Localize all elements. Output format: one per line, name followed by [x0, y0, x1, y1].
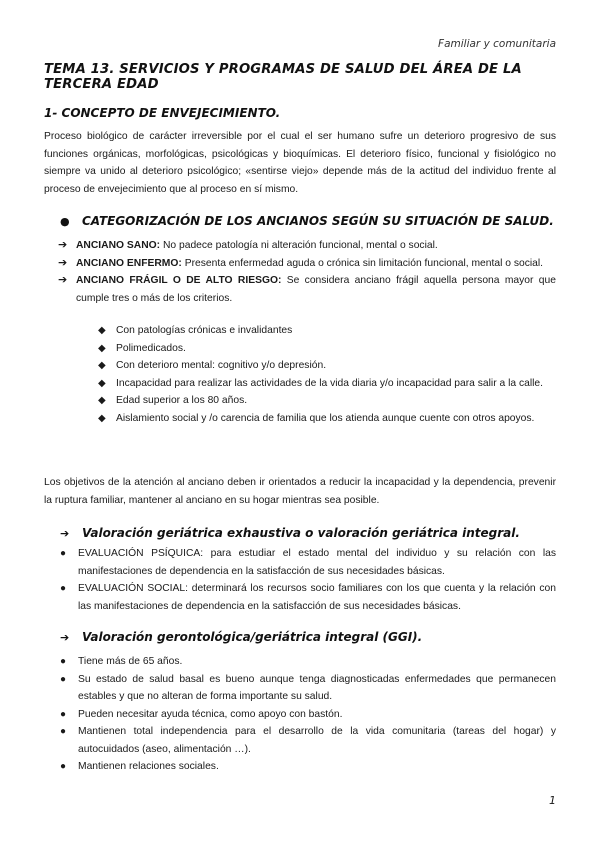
- diamond-icon: ◆: [98, 342, 106, 354]
- criteria-item: ◆ Incapacidad para realizar las actividades de la vida diaria y/o incapacidad para salir a la calle.: [96, 375, 556, 393]
- ggi-list: [56, 653, 556, 776]
- arrow-icon: ➔: [58, 239, 68, 251]
- arrow-icon: ➔: [58, 256, 68, 269]
- criteria-item: ◆ Polimedicados.: [96, 340, 556, 358]
- criteria-item: ◆ Con deterioro mental: cognitivo y/o depresión.: [96, 357, 556, 375]
- geriatric-assessment-heading-text: Valoración geriátrica exhaustiva o valoración geriátrica integral.: [82, 526, 520, 540]
- bullet-icon: ●: [60, 583, 67, 594]
- category-item-frail: [56, 272, 556, 307]
- criteria-item: ◆ Edad superior a los 80 años.: [96, 392, 556, 410]
- ggi-item: ● Su estado de salud basal es bueno aunque tenga diagnosticadas enfermedades que permanecen estables y que no alteran de forma importante su salud.: [56, 671, 556, 706]
- assessment-item-psychic: ● EVALUACIÓN PSÍQUICA: para estudiar el estado mental del individuo y su relación con las manifestaciones de dependencia en la satisfacción de sus necesidades básicas.: [56, 545, 556, 580]
- categorization-heading-text: CATEGORIZACIÓN DE LOS ANCIANOS SEGÚN SU SITUACIÓN DE SALUD.: [82, 214, 554, 228]
- criteria-item: ◆ Con patologías crónicas e invalidantes: [96, 322, 556, 340]
- concept-paragraph: Proceso biológico de carácter irreversible por el cual el ser humano sufre un deterioro progresivo de sus funciones orgánicas, morfológicas, psicológicas y bioquímicas. El deterioro físico, funcional y fisiológico no siempre va unido al deterioro psicológico; «sentirse viejo» depende más de la actitud del individuo frente al proceso de envejecimiento que al proceso en sí mismo.: [44, 131, 556, 195]
- ggi-item: ● Pueden necesitar ayuda técnica, como apoyo con bastón.: [56, 706, 556, 724]
- category-term: ANCIANO SANO:: [76, 240, 161, 251]
- assessment-item-social: ● EVALUACIÓN SOCIAL: determinará los recursos socio familiares con los que cuenta y la relación con las manifestaciones de dependencia en la satisfacción de sus necesidades básicas.: [56, 580, 556, 615]
- diamond-icon: ◆: [98, 395, 106, 406]
- ggi-heading-text: Valoración gerontológica/geriátrica integral (GGI).: [82, 630, 423, 644]
- bullet-icon: ●: [60, 673, 67, 685]
- category-text: No padece patología ni alteración funcional, mental o social.: [162, 240, 438, 251]
- ggi-item: ● Mantienen relaciones sociales.: [56, 758, 556, 776]
- ggi-heading: [60, 630, 422, 644]
- arrow-icon: ➔: [58, 274, 68, 286]
- bullet-icon: ●: [60, 761, 67, 772]
- category-item-sick: [56, 255, 556, 273]
- diamond-icon: ◆: [98, 412, 106, 424]
- ggi-item: ● Tiene más de 65 años.: [56, 653, 556, 671]
- category-list: [56, 237, 556, 307]
- geriatric-assessment-heading: [60, 526, 520, 540]
- arrow-icon: ➔: [60, 630, 70, 644]
- objectives-paragraph: Los objetivos de la atención al anciano deben ir orientados a reducir la incapacidad y la dependencia, prevenir la ruptura familiar, mantener al anciano en su hogar mientras sea posible.: [44, 477, 556, 506]
- diamond-icon: ◆: [98, 325, 106, 336]
- bullet-icon: ●: [60, 214, 70, 228]
- bullet-icon: ●: [60, 726, 67, 737]
- bullet-icon: ●: [60, 656, 67, 667]
- frailty-criteria-list: [96, 322, 556, 427]
- bullet-icon: ●: [60, 548, 67, 559]
- bullet-icon: ●: [60, 708, 67, 720]
- diamond-icon: ◆: [98, 377, 106, 389]
- category-text: Se considera anciano frágil aquella persona mayor que cumple tres o más de los criterios.: [76, 275, 556, 304]
- running-header: Familiar y comunitaria: [438, 38, 556, 50]
- diamond-icon: ◆: [98, 360, 106, 371]
- document-title: TEMA 13. SERVICIOS Y PROGRAMAS DE SALUD DEL ÁREA DE LA TERCERA EDAD: [44, 62, 522, 92]
- assessment-list: [56, 545, 556, 615]
- category-item-healthy: [56, 237, 556, 255]
- category-term: ANCIANO FRÁGIL O DE ALTO RIESGO:: [76, 275, 282, 286]
- category-term: ANCIANO ENFERMO:: [76, 257, 182, 269]
- ggi-item: ● Mantienen total independencia para el desarrollo de la vida comunitaria (tareas del hogar) y autocuidados (aseo, alimentación …).: [56, 723, 556, 758]
- criteria-item: ◆ Aislamiento social y /o carencia de familia que los atienda aunque cuente con otros apoyos.: [96, 410, 556, 428]
- page-number: 1: [549, 794, 556, 807]
- category-text: Presenta enfermedad aguda o crónica sin limitación funcional, mental o social.: [184, 257, 544, 269]
- section-heading-concept: 1- CONCEPTO DE ENVEJECIMIENTO.: [44, 106, 281, 120]
- categorization-heading: [60, 214, 554, 228]
- arrow-icon: ➔: [60, 526, 70, 540]
